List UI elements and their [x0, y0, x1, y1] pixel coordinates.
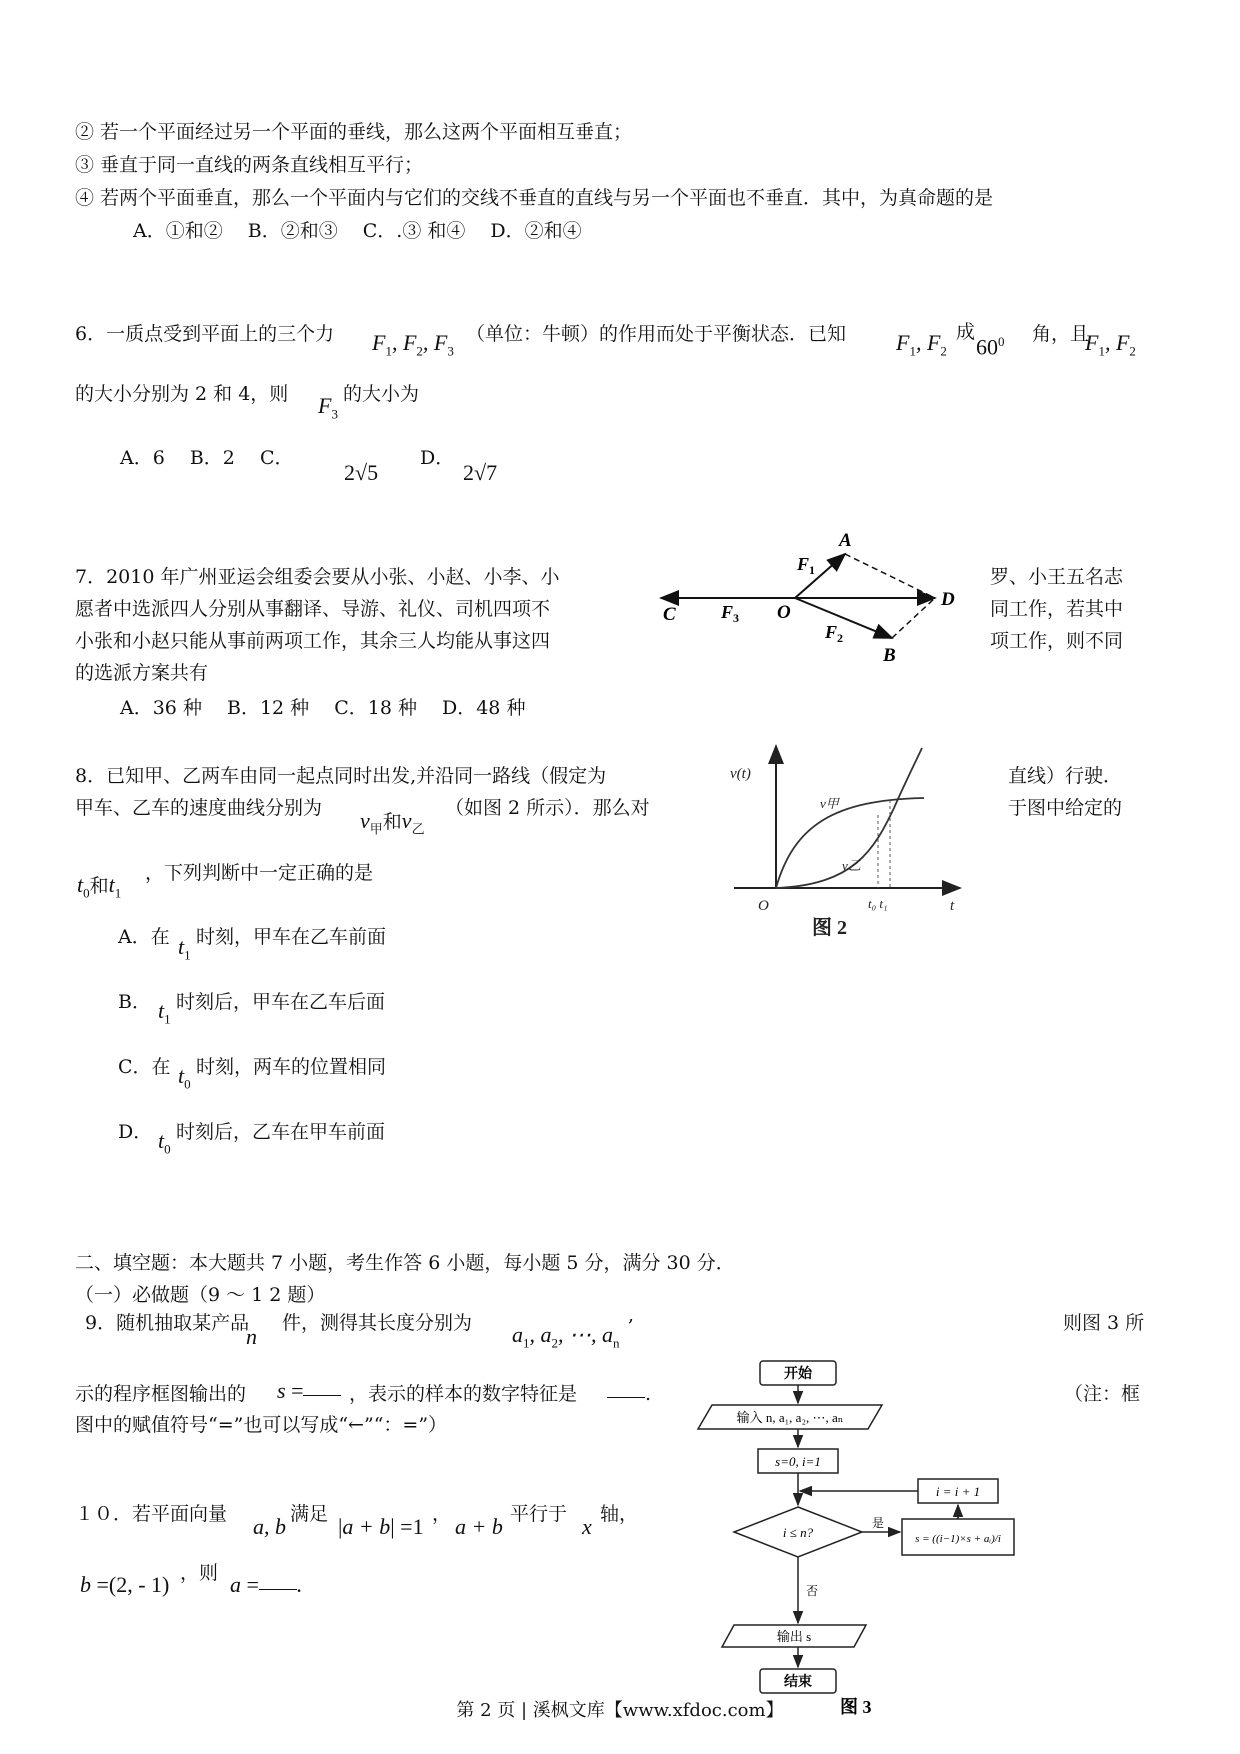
q10-text-e: ，则 — [180, 1562, 219, 1584]
q6-option-d-value: 2√7 — [463, 460, 498, 485]
flow-yes-label: 是 — [872, 1516, 885, 1530]
q9-text-c: 则图 3 所 — [1063, 1312, 1145, 1334]
page-footer: 第 2 页 | 溪枫文库【www.xfdoc.com】 — [456, 1700, 784, 1721]
q8-option-d-text: 时刻后，乙车在甲车前面 — [176, 1121, 386, 1143]
q9-s-eq: s = — [277, 1378, 341, 1404]
q6-text-e: 的大小分别为 2 和 4，则 — [75, 383, 289, 405]
q9-text-f: （注：框 — [1064, 1383, 1141, 1405]
q8-option-c-label: C．在 — [118, 1056, 171, 1078]
graph-ylabel: v(t) — [730, 766, 751, 782]
q6-option-c-value: 2√5 — [344, 460, 379, 485]
section2-subtitle: （一）必做题（9 ～ 1 2 题） — [75, 1284, 326, 1306]
force-diagram — [655, 530, 955, 670]
q8-option-c-var: $t_0$ — [178, 1063, 191, 1092]
q7-line3-right: 项工作，则不同 — [990, 630, 1124, 652]
q9-text-g: 图中的赋值符号“=”也可以写成“←”“：=”） — [75, 1414, 448, 1436]
q6-forces-f1f2f3: $F_1$, $F_2$, $F_3$ — [372, 330, 454, 359]
label-v-jia: v甲 — [820, 796, 839, 811]
flowchart — [690, 1355, 1020, 1715]
q8-option-d-var: $t_0$ — [158, 1128, 171, 1157]
q7-line2-right: 同工作，若其中 — [990, 598, 1124, 620]
q8-line1-right: 直线）行驶． — [1008, 765, 1123, 787]
q6-forces-f1f2-a: $F_1$, $F_2$ — [896, 330, 947, 359]
q10-sum: a + b — [455, 1514, 503, 1539]
flow-output-label: 输出 s — [776, 1629, 812, 1644]
q7-line1-right: 罗、小王五名志 — [990, 566, 1124, 588]
label-a: A — [839, 530, 852, 551]
line-bd-dashed — [892, 598, 935, 638]
flow-input-label: 输入 n, a₁, a₂, ⋯, aₙ — [736, 1410, 844, 1425]
flow-decision-label: i ≤ n? — [782, 1525, 814, 1540]
q8-t0-t1: $t_0$和$t_1$ — [77, 872, 122, 901]
q8-line1-left: 8．已知甲、乙两车由同一起点同时出发,并沿同一路线（假定为 — [75, 765, 607, 787]
q8-option-a-var: $t_1$ — [178, 934, 191, 963]
q8-option-b-var: $t_1$ — [158, 998, 171, 1027]
q10-text-a: １０．若平面向量 — [75, 1503, 228, 1525]
q7-line1-left: 7．2010 年广州亚运会组委会要从小张、小赵、小李、小 — [75, 566, 560, 588]
q5-item-3: ③ 垂直于同一直线的两条直线相互平行； — [75, 154, 424, 176]
label-f1: $F_1$ — [797, 554, 816, 577]
label-t0t1: t₀ t₁ — [868, 896, 888, 911]
q10-answer: a = . — [230, 1572, 303, 1597]
q8-option-b-label: B． — [118, 991, 151, 1013]
label-c: C — [663, 604, 676, 625]
flow-end-label: 结束 — [784, 1675, 812, 1690]
q10-text-b: 满足 — [290, 1503, 329, 1525]
flow-start-label: 开始 — [784, 1367, 812, 1382]
q6-angle: $60^0$ — [976, 334, 1005, 360]
q9-text-d: 示的程序框图输出的 — [75, 1383, 247, 1405]
q8-velocities: $v_甲$和$v_乙$ — [360, 808, 425, 837]
q6-text-b: （单位：牛顿）的作用而处于平衡状态．已知 — [466, 323, 847, 345]
section2-title: 二、填空题：本大题共 7 小题，考生作答 6 小题，每小题 5 分，满分 30 分． — [75, 1252, 735, 1274]
q8-line3: ，下列判断中一定正确的是 — [145, 862, 374, 884]
q6-text-c: 成 — [956, 321, 976, 343]
q7-line4: 的选派方案共有 — [75, 662, 209, 684]
q6-text-a: 6．一质点受到平面上的三个力 — [75, 323, 335, 345]
label-b: B — [883, 645, 896, 666]
q9-var-n: n — [246, 1324, 257, 1349]
q6-option-d-label: D． — [420, 447, 455, 469]
label-d: D — [941, 589, 955, 610]
q8-line2-right: 于图中给定的 — [1008, 797, 1123, 819]
q5-options: A．①和② B．②和③ C．.③ 和④ D．②和④ — [133, 220, 582, 242]
graph-xlabel: t — [950, 898, 955, 914]
q8-option-b-text: 时刻后，甲车在乙车后面 — [176, 991, 386, 1013]
q8-option-c-text: 时刻，两车的位置相同 — [196, 1056, 387, 1078]
q8-option-d-label: D． — [118, 1121, 153, 1143]
q9-text-e: ，表示的样本的数字特征是 — [349, 1383, 578, 1405]
q10-condition: |a + b| =1 — [338, 1514, 424, 1539]
graph-origin: O — [758, 898, 769, 914]
flow-update-label: s = ((i−1)×s + aᵢ)/i — [915, 1533, 1001, 1545]
q5-item-4: ④ 若两个平面垂直，那么一个平面内与它们的交线不垂直的直线与另一个平面也不垂直．其中，为真命题的是 — [75, 187, 994, 209]
q6-text-f: 的大小为 — [343, 383, 420, 405]
flow-no-label: 否 — [806, 1584, 819, 1598]
label-v-yi: v乙 — [842, 858, 861, 873]
flow-init-label: s=0, i=1 — [775, 1454, 821, 1469]
q8-line2-left: 甲车、乙车的速度曲线分别为 — [75, 797, 323, 819]
q9-text-b: 件，测得其长度分别为 — [282, 1312, 473, 1334]
q7-options: A．36 种 B．12 种 C．18 种 D．48 种 — [120, 697, 526, 719]
q8-option-a-label: A．在 — [118, 926, 170, 948]
line-ob — [795, 598, 892, 638]
q6-text-d: 角，且 — [1032, 323, 1090, 345]
flowchart-caption: 图 3 — [840, 1697, 872, 1717]
flow-incr-label: i = i + 1 — [935, 1484, 981, 1499]
q9-blank-1[interactable] — [303, 1394, 341, 1396]
q8-option-a-text: 时刻，甲车在乙车前面 — [196, 926, 387, 948]
q9-text-a: 9．随机抽取某产品 — [85, 1312, 250, 1334]
q10-comma-1: ， — [432, 1503, 452, 1525]
q9-comma: , — [628, 1304, 635, 1326]
q7-line3-left: 小张和小赵只能从事前两项工作，其余三人均能从事这四 — [75, 630, 551, 652]
velocity-graph — [724, 740, 964, 940]
q10-text-d: 轴， — [600, 1503, 639, 1525]
q10-text-c: 平行于 — [510, 1503, 568, 1525]
q5-item-2: ② 若一个平面经过另一个平面的垂线，那么这两个平面相互垂直； — [75, 121, 633, 143]
q6-forces-f1f2-b: $F_1$, $F_2$ — [1085, 330, 1136, 359]
q9-sample-values: $a_1$, $a_2$, ⋯, $a_n$ — [512, 1322, 620, 1351]
q9-blank-2[interactable]: . — [607, 1383, 651, 1406]
q10-vectors-ab: a, b — [253, 1514, 286, 1539]
q8-line2-mid: （如图 2 所示）．那么对 — [445, 797, 650, 819]
q10-x-axis-var: x — [582, 1514, 592, 1539]
line-ad-dashed — [845, 554, 935, 598]
label-o: O — [777, 602, 791, 623]
q6-force-f3: $F_3$ — [318, 393, 338, 422]
label-f3: $F_3$ — [721, 602, 740, 625]
label-f2: $F_2$ — [825, 622, 844, 645]
q10-blank[interactable] — [259, 1588, 297, 1590]
q10-b-value: b =(2, - 1) — [80, 1572, 170, 1597]
q7-line2-left: 愿者中选派四人分别从事翻译、导游、礼仪、司机四项不 — [75, 598, 551, 620]
graph-caption: 图 2 — [812, 917, 847, 939]
curve-v-jia — [776, 798, 924, 888]
q6-options-ab: A．6 B．2 C． — [120, 447, 294, 469]
